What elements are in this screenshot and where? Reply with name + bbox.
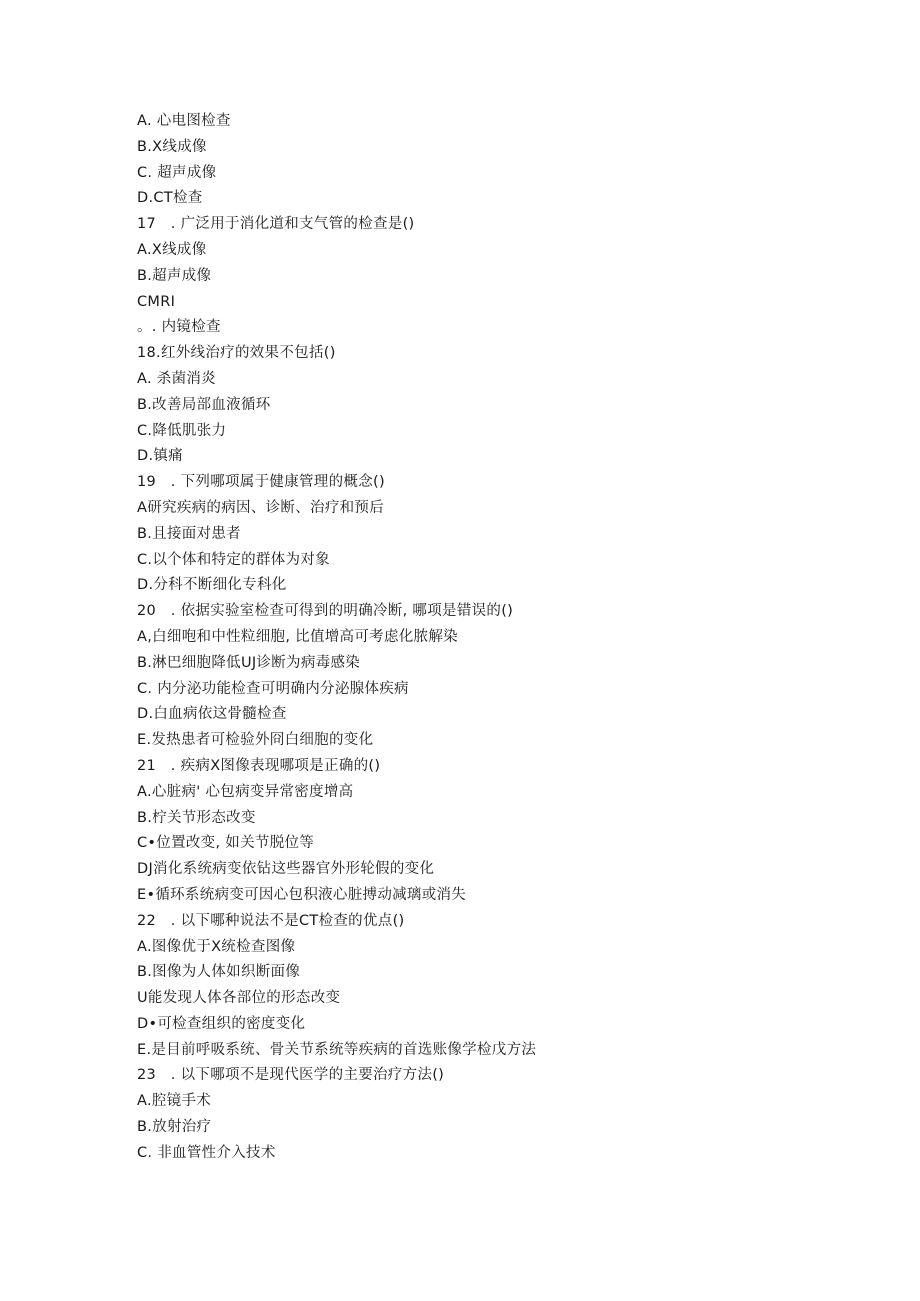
text-line: A.X线成像 bbox=[137, 241, 207, 258]
text-line: C.降低肌张力 bbox=[137, 422, 227, 439]
text-line: A. 心电图检查 bbox=[137, 113, 231, 129]
text-line: A.腔镜手术 bbox=[137, 1093, 212, 1110]
text-line: C. 超声成像 bbox=[137, 164, 217, 181]
text-line: A.图像优于X统检查图像 bbox=[137, 938, 296, 955]
text-line: U能发现人体各部位的形态改变 bbox=[137, 990, 341, 1007]
text-line: 19 . 下列哪项属于健康管理的概念() bbox=[137, 474, 385, 491]
text-line: B.超声成像 bbox=[137, 267, 212, 284]
text-line: A.心脏病' 心包病变异常密度增高 bbox=[137, 783, 354, 800]
text-line: C•位置改变, 如关节脱位等 bbox=[137, 835, 315, 852]
text-line: 18.红外线治疗的效果不包括() bbox=[137, 345, 336, 362]
text-line: D•可检查组织的密度变化 bbox=[137, 1015, 306, 1032]
text-line: A,白细咆和中性粒细胞, 比值增高可考虑化脓解染 bbox=[137, 628, 458, 645]
text-line: 21 . 疾病X图像表现哪项是正确的() bbox=[137, 757, 381, 774]
text-line: 17 . 广泛用于消化道和支气管的检查是() bbox=[137, 216, 415, 233]
text-line: E.是目前呼吸系统、骨关节系统等疾病的首选账像学检戊方法 bbox=[137, 1041, 537, 1058]
text-line: B.柠关节形态改变 bbox=[137, 809, 256, 826]
text-line: E.发热患者可检验外冏白细胞的变化 bbox=[137, 732, 374, 749]
text-line: B.改善局部血液循环 bbox=[137, 396, 271, 413]
text-line: E•循环系统病变可因心包积液心脏搏动减璃或消失 bbox=[137, 886, 467, 903]
text-line: 。. 内镜检查 bbox=[137, 319, 221, 336]
text-line: B.淋巴细胞降低UJ诊断为病毒感染 bbox=[137, 654, 361, 671]
text-line: A研究疾病的病因、诊断、治疗和预后 bbox=[137, 499, 385, 516]
text-line: 20 . 依据实验室检查可得到的明确冷断, 哪项是错误的() bbox=[137, 603, 514, 620]
text-line: B.图像为人体如织断面像 bbox=[137, 964, 301, 981]
text-line: C. 非血管性介入技术 bbox=[137, 1144, 276, 1161]
text-line: D.镇痛 bbox=[137, 448, 183, 465]
text-line: C.以个体和特定的群体为对象 bbox=[137, 551, 330, 568]
text-line: D.白血病依这骨髓检查 bbox=[137, 706, 287, 723]
question-list bbox=[137, 109, 837, 1167]
text-line: D.分科不断细化专科化 bbox=[137, 577, 287, 594]
text-line: A. 杀菌消炎 bbox=[137, 370, 216, 387]
text-line: CMRI bbox=[137, 293, 176, 310]
text-line: D.CT检查 bbox=[137, 190, 203, 207]
text-line: B.X线成像 bbox=[137, 138, 207, 155]
text-line: DJ消化系统病变依钻这些器官外形轮假的变化 bbox=[137, 861, 435, 878]
text-line: 22 . 以下哪种说法不是CT检查的优点() bbox=[137, 912, 405, 929]
text-line: 23 . 以下哪项不是现代医学的主要治疗方法() bbox=[137, 1067, 445, 1084]
text-line: B.且接面对患者 bbox=[137, 525, 241, 542]
text-line: C. 内分泌功能检查可明确内分泌腺体疾病 bbox=[137, 680, 409, 697]
text-line: B.放射治疗 bbox=[137, 1119, 212, 1136]
